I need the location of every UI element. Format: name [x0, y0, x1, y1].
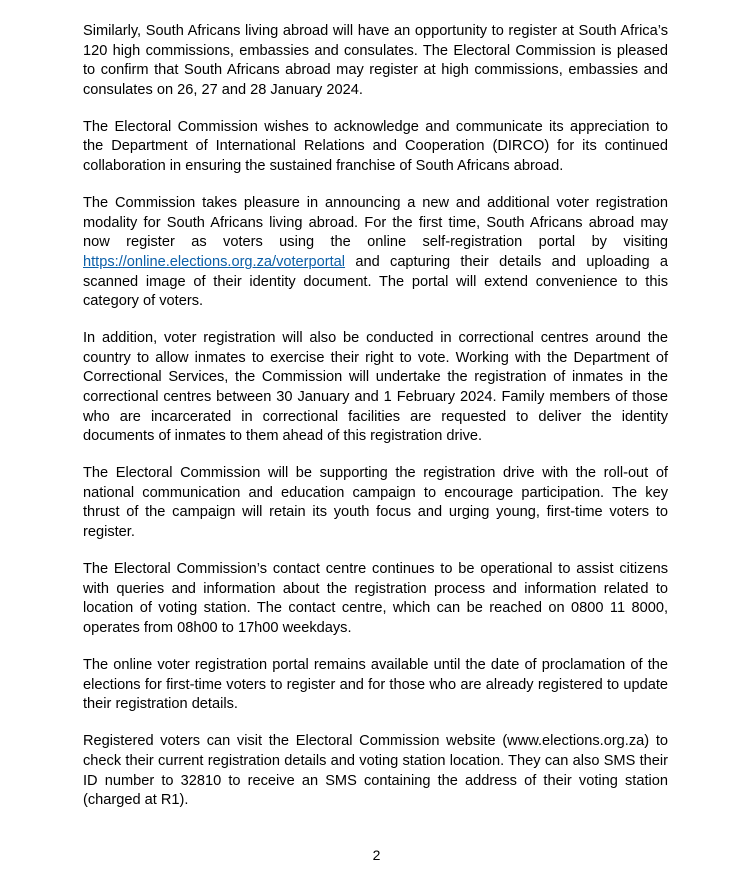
paragraph-online-portal [83, 194, 668, 312]
paragraph-communication-campaign: The Electoral Commission will be supporting the registration drive with the roll-out of national communication and education campaign to encourage participation. The key thrust of the campaign will retain its youth focus and urging young, first-time voters to register. [83, 465, 668, 541]
document-page [83, 22, 668, 828]
paragraph-abroad-registration: Similarly, South Africans living abroad will have an opportunity to register at South Africa’s 120 high commissions, embassies and consulates. The Electoral Commission is pleased to confirm that South Africans abroad may register at high commissions, embassies and consulates on 26, 27 and 28 January 2024. [83, 23, 668, 98]
paragraph-correctional-centres: In addition, voter registration will also be conducted in correctional centres around the country to allow inmates to exercise their right to vote. Working with the Department of Correctional Services, the Commission will undertake the registration of inmates in the correctional centres between 30 January and 1 February 2024. Family members of those who are incarcerated in correctional facilities are requested to deliver the identity documents of inmates to them ahead of this registration drive. [83, 330, 668, 445]
page-number: 2 [372, 847, 381, 863]
online-portal-text-before: The Commission takes pleasure in announcing a new and additional voter registration modality for South Africans living abroad. For the first time, South Africans abroad may now register as voters using the online self-registration portal by visiting [83, 195, 668, 251]
voter-portal-link[interactable]: https://online.elections.org.za/voterportal [83, 253, 346, 270]
paragraph-portal-availability: The online voter registration portal remains available until the date of proclamation of the elections for first-time voters to register and for those who are already registered to update their registration details. [83, 657, 668, 713]
paragraph-check-registration: Registered voters can visit the Electoral Commission website (www.elections.org.za) to check their current registration details and voting station location. They can also SMS their ID number to 32810 to receive an SMS containing the address of their voting station (charged at R1). [83, 733, 668, 809]
paragraph-dirco-acknowledgement: The Electoral Commission wishes to acknowledge and communicate its appreciation to the Department of International Relations and Cooperation (DIRCO) for its continued collaboration in ensuring the sustained franchise of South Africans abroad. [83, 118, 668, 175]
paragraph-contact-centre: The Electoral Commission’s contact centre continues to be operational to assist citizens with queries and information about the registration process and information related to location of voting station. The contact centre, which can be reached on 0800 11 8000, operates from 08h00 to 17h00 weekdays. [83, 561, 668, 636]
online-portal-text-after: and capturing their details and uploading a scanned image of their identity document. The portal will extend convenience to this category of voters. [83, 253, 668, 310]
